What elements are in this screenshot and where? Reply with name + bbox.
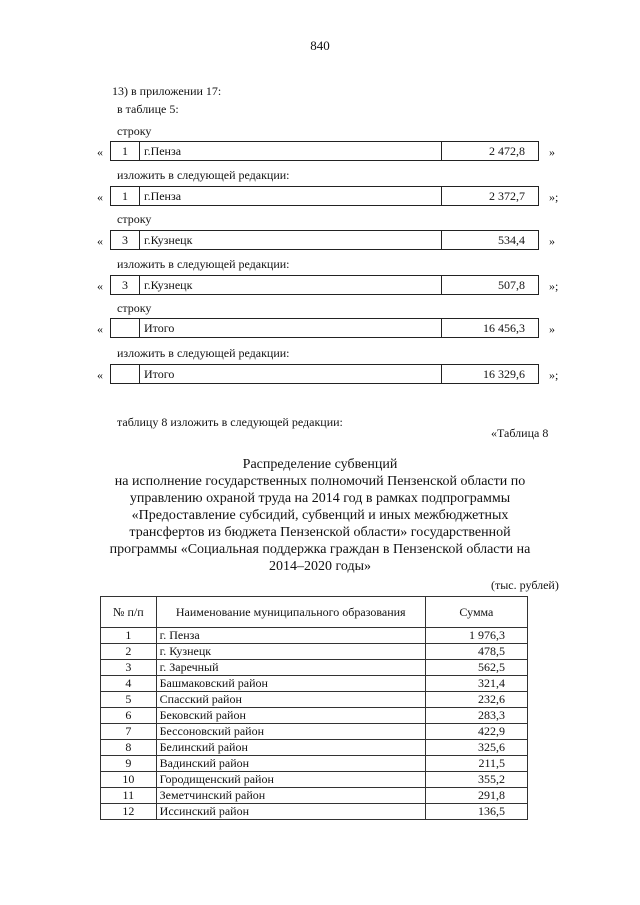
change-label: изложить в следующей редакции: (117, 168, 290, 182)
cell-sum: 232,6 (425, 692, 527, 708)
row-name: г.Кузнецк (140, 276, 442, 294)
units-note: (тыс. рублей) (491, 578, 559, 592)
cell-name: Белинский район (156, 740, 425, 756)
change-row-box (110, 364, 539, 384)
cell-name: Башмаковский район (156, 676, 425, 692)
cell-name: Земетчинский район (156, 788, 425, 804)
close-quote: » (549, 145, 555, 159)
row-value: 16 456,3 (483, 321, 525, 335)
title-line: трансфертов из бюджета Пензенской области» государственной (129, 525, 511, 540)
row-value: 507,8 (498, 278, 525, 292)
cell-number: 9 (101, 756, 157, 772)
row-name: г.Пенза (140, 187, 442, 205)
change-row (97, 318, 567, 340)
close-quote: »; (549, 279, 559, 293)
row-value: 534,4 (498, 233, 525, 247)
table-row (101, 644, 528, 660)
table-8-intro: таблицу 8 изложить в следующей редакции: (117, 415, 343, 429)
row-name: г.Кузнецк (140, 231, 442, 249)
close-quote: » (549, 322, 555, 336)
change-label: изложить в следующей редакции: (117, 257, 290, 271)
table-row (101, 692, 528, 708)
table-row (101, 788, 528, 804)
change-row (97, 186, 567, 208)
subventions-table (100, 596, 528, 820)
change-row (97, 364, 567, 386)
cell-sum: 211,5 (425, 756, 527, 772)
open-quote: « (97, 145, 103, 159)
cell-sum: 291,8 (425, 788, 527, 804)
row-value: 2 372,7 (489, 189, 525, 203)
title-line: Распределение субвенций (242, 457, 398, 472)
change-label: строку (117, 301, 152, 315)
change-label: строку (117, 212, 152, 226)
table-row (101, 772, 528, 788)
cell-number: 11 (101, 788, 157, 804)
table-row (101, 804, 528, 820)
change-row (97, 275, 567, 297)
title-line: 2014–2020 годы» (268, 559, 372, 574)
open-quote: « (97, 368, 103, 382)
open-quote: « (97, 190, 103, 204)
cell-number: 4 (101, 676, 157, 692)
row-number: 3 (111, 276, 140, 294)
row-number (111, 365, 140, 383)
cell-sum: 562,5 (425, 660, 527, 676)
table-row (101, 708, 528, 724)
row-value: 2 472,8 (489, 144, 525, 158)
change-row (97, 141, 567, 163)
cell-sum: 422,9 (425, 724, 527, 740)
cell-number: 2 (101, 644, 157, 660)
table-8-label: «Таблица 8 (491, 426, 549, 440)
cell-number: 6 (101, 708, 157, 724)
close-quote: »; (549, 190, 559, 204)
cell-name: Иссинский район (156, 804, 425, 820)
cell-number: 8 (101, 740, 157, 756)
change-label: изложить в следующей редакции: (117, 346, 290, 360)
open-quote: « (97, 279, 103, 293)
change-row-box (110, 186, 539, 206)
table-header-row (101, 597, 528, 628)
row-name: Итого (140, 319, 442, 337)
title-line: на исполнение государственных полномочий Пензенской области по (114, 474, 526, 489)
change-row-box (110, 230, 539, 250)
document-title (0, 456, 640, 575)
cell-name: Бековский район (156, 708, 425, 724)
cell-sum: 136,5 (425, 804, 527, 820)
cell-name: Вадинский район (156, 756, 425, 772)
close-quote: »; (549, 368, 559, 382)
cell-name: Бессоновский район (156, 724, 425, 740)
table-row (101, 676, 528, 692)
table-row (101, 756, 528, 772)
cell-sum: 321,4 (425, 676, 527, 692)
row-value: 16 329,6 (483, 367, 525, 381)
header-sum: Сумма (425, 597, 527, 628)
title-line: управлению охраной труда на 2014 год в рамках подпрограммы (129, 491, 511, 506)
cell-number: 3 (101, 660, 157, 676)
title-line: «Предоставление субсидий, субвенций и иных межбюджетных (131, 508, 509, 523)
row-number: 1 (111, 142, 140, 160)
table-row (101, 724, 528, 740)
cell-name: г. Кузнецк (156, 644, 425, 660)
page-number: 840 (310, 38, 330, 53)
cell-sum: 283,3 (425, 708, 527, 724)
cell-number: 7 (101, 724, 157, 740)
cell-name: Городищенский район (156, 772, 425, 788)
row-number: 3 (111, 231, 140, 249)
cell-number: 1 (101, 628, 157, 644)
open-quote: « (97, 234, 103, 248)
close-quote: » (549, 234, 555, 248)
cell-name: Спасский район (156, 692, 425, 708)
change-row-box (110, 141, 539, 161)
cell-sum: 1 976,3 (425, 628, 527, 644)
header-number: № п/п (101, 597, 157, 628)
row-number: 1 (111, 187, 140, 205)
cell-number: 5 (101, 692, 157, 708)
cell-sum: 478,5 (425, 644, 527, 660)
item-13-heading: 13) в приложении 17: (112, 84, 222, 98)
title-line: программы «Социальная поддержка граждан в Пензенской области на (109, 542, 531, 557)
cell-sum: 325,6 (425, 740, 527, 756)
cell-sum: 355,2 (425, 772, 527, 788)
change-row-box (110, 318, 539, 338)
header-name: Наименование муниципального образования (156, 597, 425, 628)
table-5-heading: в таблице 5: (117, 102, 179, 116)
table-row (101, 740, 528, 756)
change-row (97, 230, 567, 252)
change-row-box (110, 275, 539, 295)
cell-number: 10 (101, 772, 157, 788)
open-quote: « (97, 322, 103, 336)
table-row (101, 660, 528, 676)
change-label: строку (117, 124, 152, 138)
row-name: Итого (140, 365, 442, 383)
cell-name: г. Заречный (156, 660, 425, 676)
table-row (101, 628, 528, 644)
cell-name: г. Пенза (156, 628, 425, 644)
row-name: г.Пенза (140, 142, 442, 160)
row-number (111, 319, 140, 337)
cell-number: 12 (101, 804, 157, 820)
